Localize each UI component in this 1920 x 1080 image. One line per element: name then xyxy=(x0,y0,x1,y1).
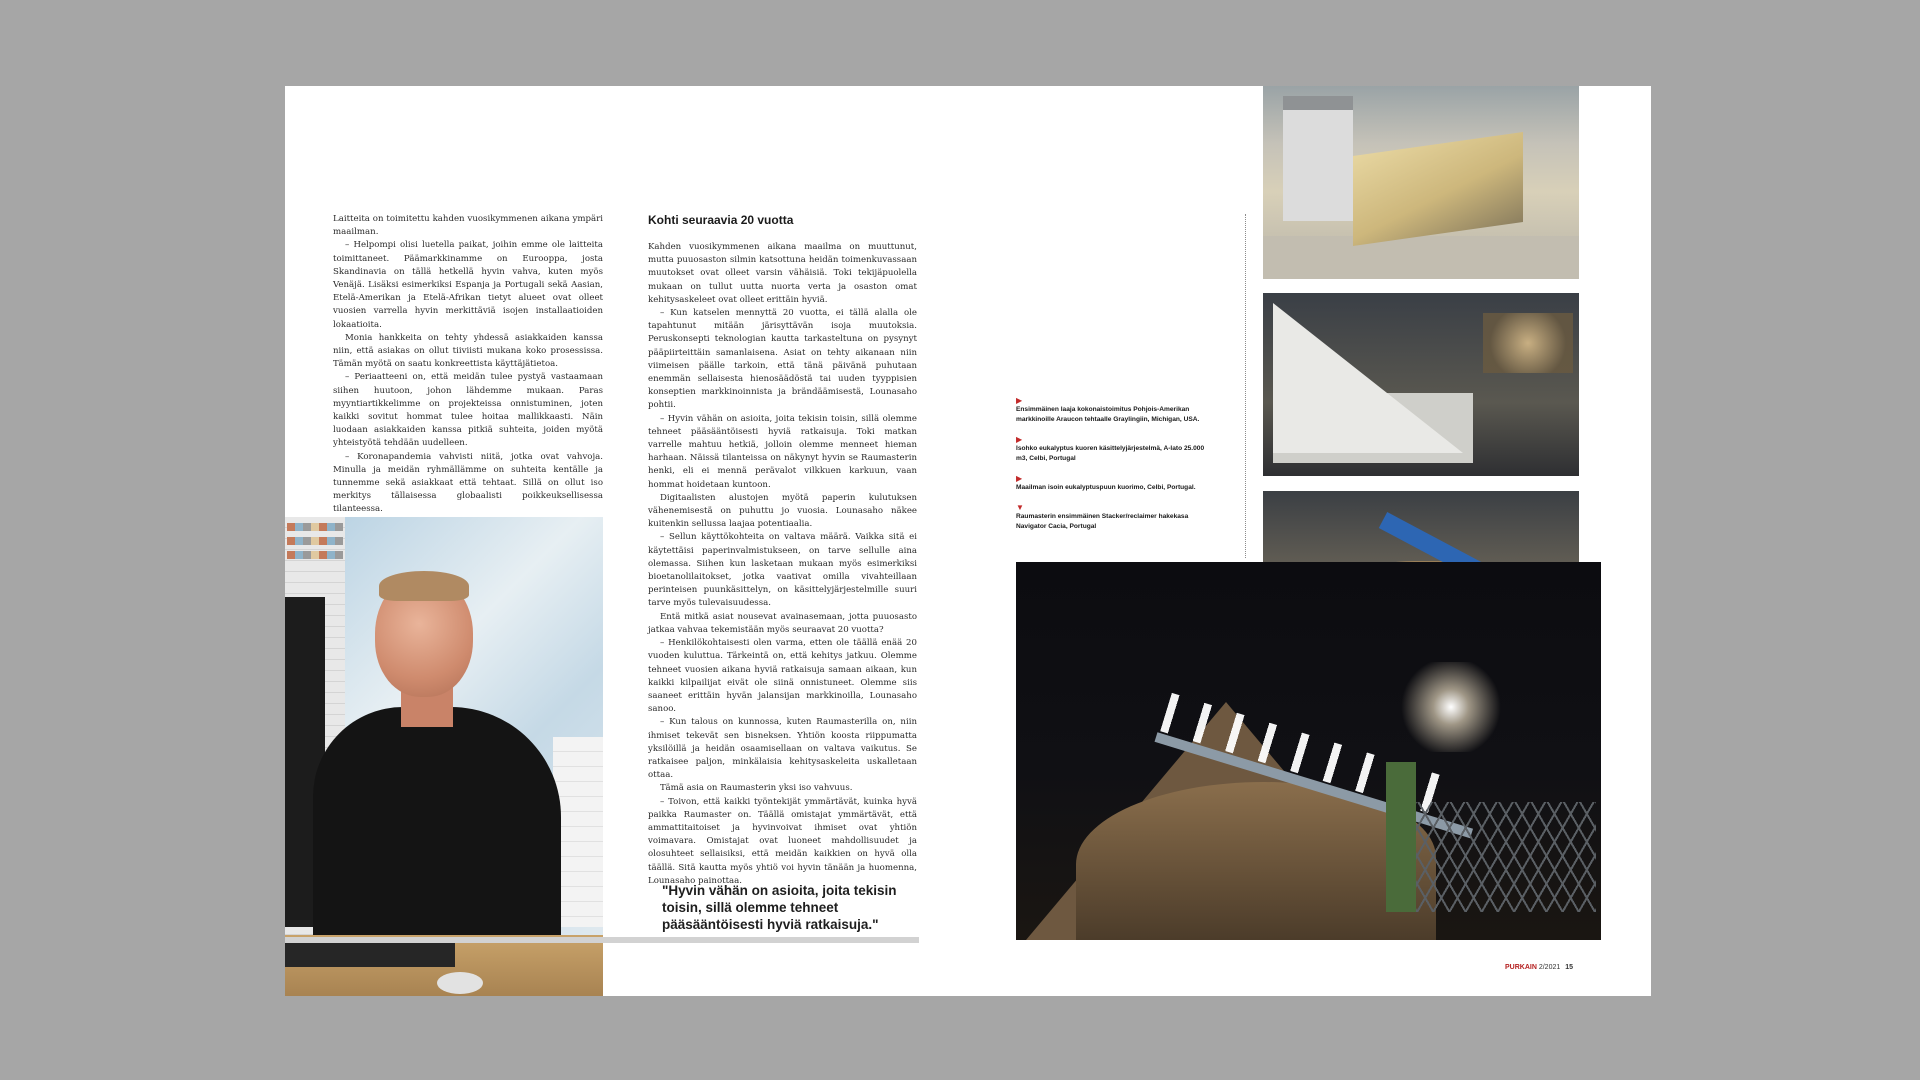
paragraph: Tämä asia on Raumasterin yksi iso vahvuus. xyxy=(660,783,853,794)
portrait-photo xyxy=(285,517,603,996)
caption xyxy=(1016,503,1216,532)
paragraph: – Sellun käyttökohteita on valtava määrä. Vaikka sitä ei käytettäisi paperinvalmistukseen, on tarve sellulle aina olemassa. Siihen kun lasketaan mukaan myös esimerkiksi bioetanolilaitokset, jotka vaativat omilla vivahteillaan perinteisen puunkäsittelyn, on käsittelyjärjestelmille suuri tarve myös tulevaisuudessa. xyxy=(648,532,917,609)
roof xyxy=(1283,96,1353,110)
caption-text: Raumasterin ensimmäinen Stacker/reclaimer hakekasa Navigator Cacia, Portugal xyxy=(1016,513,1189,530)
stacker-reclaimer-photo xyxy=(1016,562,1601,940)
person-hair xyxy=(379,571,469,601)
paragraph: – Helpompi olisi luetella paikat, joihin emme ole laitteita toimittaneet. Päämarkkinamme on Eurooppa, josta Skandinavia on tällä hetkellä hyvin vahva, kuten myös Venäjä. Lisäksi esimerkiksi Espanja ja Portugali sekä Aasian, Etelä-Amerikan ja Etelä-Afrikan tietyt alueet ovat olleet vuosien varrella hyvin merkittäviä isojen installaatioiden lokaatioita. xyxy=(333,240,603,330)
quote-divider xyxy=(285,937,919,943)
section-heading: Kohti seuraavia 20 vuotta xyxy=(648,213,794,227)
caption-text: Ensimmäinen laaja kokonaistoimitus Pohjois-Amerikan markkinoille Araucon tehtaalle Graylingiin, Michigan, USA. xyxy=(1016,406,1200,423)
caption xyxy=(1016,396,1216,425)
caption-arrow-icon: ▶ xyxy=(1016,474,1023,483)
color-swatch xyxy=(287,551,343,559)
dotted-divider xyxy=(1245,214,1246,558)
paragraph: Laitteita on toimitettu kahden vuosikymmenen aikana ympäri maailman. xyxy=(333,214,603,238)
paragraph: Entä mitkä asiat nousevat avainasemaan, jotta puuosasto jatkaa vahvaa tekemistään myös seuraavat 20 vuotta? xyxy=(648,611,917,635)
magazine-brand: PURKAIN xyxy=(1505,964,1537,971)
paragraph: Monia hankkeita on tehty yhdessä asiakkaiden kanssa niin, että asiakas on ollut tiiviisti mukana koko prosessissa. Tämän myötä on saatu konkreettista käyttäjätietoa. xyxy=(333,332,603,370)
caption-text: Isohko eukalyptus kuoren käsittelyjärjestelmä, A-lato 25.000 m3, Celbi, Portugal xyxy=(1016,445,1205,462)
issue-number: 2/2021 xyxy=(1538,964,1561,971)
conveyor-plant xyxy=(1353,132,1523,246)
caption-text: Maailman isoin eukalyptuspuun kuorimo, Celbi, Portugal. xyxy=(1016,484,1196,491)
paragraph: – Toivon, että kaikki työntekijät ymmärtävät, kuinka hyvä paikka Raumaster on. Täällä omistajat ymmärtävät, että ammattitaitoiset ja hyvinvoivat ihmiset ovat yhtiön voimavara. Omistajat ovat luoneet mahdollisuudet ja olosuhteet sellaisiksi, että meidän kaikkien on hyvä olla täällä. Sitä kautta myös yhtiö voi hyvin tänään ja huomenna, Lounasaho painottaa. xyxy=(648,796,917,886)
paragraph: – Hyvin vähän on asioita, joita tekisin toisin, sillä olemme tehneet pääsääntöisesti hyviä ratkaisuja. Toki matkan varrelle mahtuu hetkiä, jolloin olemme menneet hieman harhaan. Näissä tilanteissa on näkynyt hyvin se Raumasterin henki, eli ei mennä perävalot vilkkuen karkuun, vaan hommat hoidetaan kuntoon. xyxy=(648,413,917,490)
hall-roof xyxy=(1273,303,1463,453)
caption xyxy=(1016,435,1216,464)
building xyxy=(1283,101,1353,221)
ground xyxy=(1263,236,1579,279)
paragraph: Kahden vuosikymmenen aikana maailma on muuttunut, mutta puuosaston silmin katsottuna heidän toimenkuvassaan muutokset ovat olleet varsin vähäisiä. Toki tekijäpuolella mukaan on tullut uutta nuorta verta ja osaston omat kehitysaskeleet ovat olleet erittäin hyviä. xyxy=(648,242,917,305)
plant-aerial-photo xyxy=(1263,86,1579,279)
left-text-column xyxy=(333,213,603,517)
paragraph: – Henkilökohtaisesti olen varma, etten ole täällä enää 20 vuoden kuluttua. Tärkeintä on, että kehitys jatkuu. Olemme tehneet vuosien aikana hyviä ratkaisuja samaan aikaan, kun kaikki kilpailijat eivät ole siinä onnistuneet. Olemme siis saaneet erittäin hyvän jalansijan markkinoilla, Lounasaho sanoo. xyxy=(648,638,917,715)
paragraph: Digitaalisten alustojen myötä paperin kulutuksen vähenemisestä on puhuttu jo vuosia. Lounasaho näkee kuitenkin sellussa laajaa potentiaalia. xyxy=(648,492,917,530)
keyboard xyxy=(285,941,455,967)
caption-arrow-down-icon: ▼ xyxy=(1016,503,1024,512)
floodlight-glow xyxy=(1396,662,1506,752)
paragraph: – Kun katselen mennyttä 20 vuotta, ei tällä alalla ole tapahtunut mitään järisyttävän isoja muutoksia. Peruskonsepti teknologian kautta tarkasteltuna on pysynyt pääpiirteittäin samanlaisena. Asiat on tehty aikanaan niin viimeisen päälle tarkoin, että tänä päivänä puhutaan enemmän sellaisesta hienosäädöstä tai uuden tyyppisien konseptien markkinoinnista ja brändäämisestä, Lounasaho pohtii. xyxy=(648,308,917,411)
paragraph: – Periaatteeni on, että meidän tulee pystyä vastaamaan siihen huutoon, johon lähdemme mukaan. Paras myyntiartikkelimme on projekteissa onnistuminen, joten kaikki sovitut hommat tulee hoitaa mallikkaasti. Näin luodaan asiakkaiden kanssa pitkiä suhteita, joiden myötä yhteistyötä tehdään uudelleen. xyxy=(333,372,603,449)
caption-arrow-icon: ▶ xyxy=(1016,396,1023,405)
caption xyxy=(1016,474,1216,493)
storage-hall-photo xyxy=(1263,293,1579,476)
magazine-page xyxy=(285,86,1651,996)
stacker-tower xyxy=(1386,762,1416,912)
night-lights xyxy=(1483,313,1573,373)
page-footer xyxy=(1505,964,1573,971)
right-text-column xyxy=(648,241,917,888)
person-shirt xyxy=(313,707,561,942)
caption-arrow-icon: ▶ xyxy=(1016,435,1023,444)
paragraph: – Koronapandemia vahvisti niitä, jotka ovat vahvoja. Minulla ja meidän ryhmällämme on suhteita kentälle ja tunnemme sekä asiakkaat että tehtaat. Sillä on ollut iso merkitys tällaisessa globaalisti poikkeuksellisessa tilanteessa. xyxy=(333,451,603,515)
paragraph: – Kun talous on kunnossa, kuten Raumasterilla on, niin ihmiset tekevät sen bisneksen. Yhtiön koosta riippumatta yksilöillä ja heidän osaamisellaan on valtava vaikutus. Se ratkaisee paljon, minkälaisia kehitysaskeleita uskalletaan ottaa. xyxy=(648,717,917,781)
color-swatch xyxy=(287,537,343,545)
color-swatch xyxy=(287,523,343,531)
photo-captions xyxy=(1016,396,1216,542)
reclaimer-rig xyxy=(1416,802,1596,912)
computer-mouse xyxy=(437,972,483,994)
pull-quote: "Hyvin vähän on asioita, joita tekisin toisin, sillä olemme tehneet pääsääntöisesti hyviä ratkaisuja." xyxy=(662,883,897,932)
page-number: 15 xyxy=(1565,964,1574,971)
